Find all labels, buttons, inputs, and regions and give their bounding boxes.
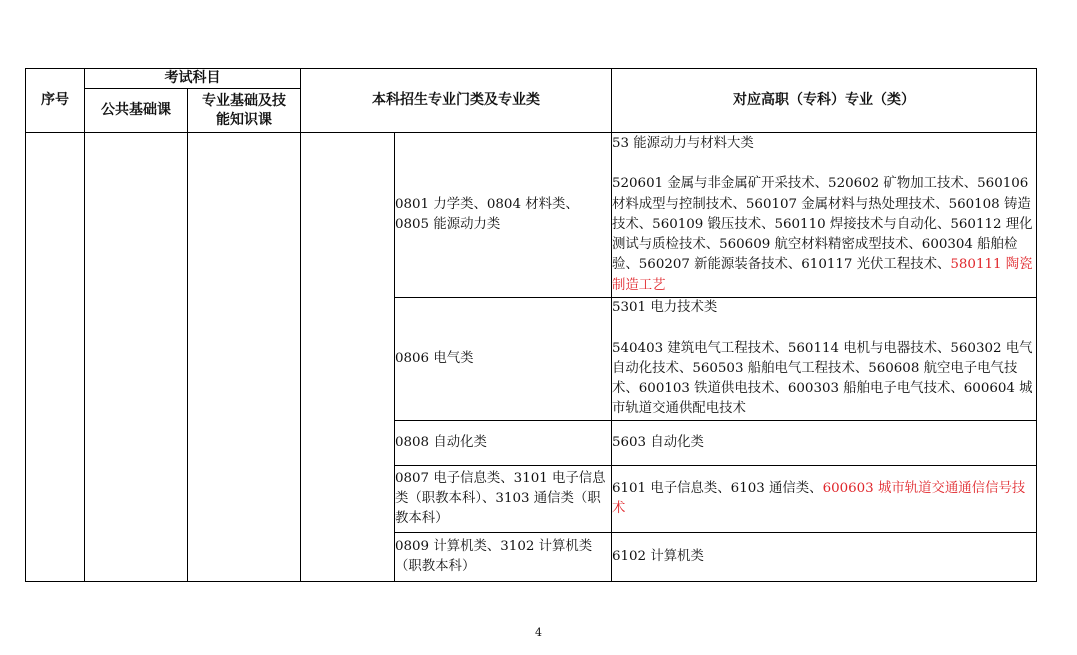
table-row	[26, 133, 1037, 298]
header-vocational-major: 对应高职（专科）专业（类）	[612, 69, 1037, 133]
header-undergrad-major: 本科招生专业门类及专业类	[301, 69, 612, 133]
header-prof-basic	[188, 89, 301, 133]
header-seq: 序号	[26, 69, 85, 133]
undergrad-major-cell: 0808 自动化类	[395, 421, 612, 466]
prof-basic-cell	[188, 133, 301, 582]
voc-major-list: 520601 金属与非金属矿开采技术、520602 矿物加工技术、560106 材料成型与控制技术、560107 金属材料与热处理技术、560108 铸造技术、560109 锻压技术、560110 焊接技术与自动化、560112 理化测试与质检技术、560609 航空材料精密成型技术、600304 船舶检验、560207 新能源装备技术、610117 光伏工程技术、580111 陶瓷制造工艺	[612, 176, 1033, 293]
major-mapping-table	[25, 68, 1037, 582]
vocational-major-cell: 6101 电子信息类、6103 通信类、600603 城市轨道交通通信信号技术	[612, 466, 1037, 533]
voc-major-list: 540403 建筑电气工程技术、560114 电机与电器技术、560302 电气自动化技术、560503 船舶电气工程技术、560608 航空电子电气技术、600103 铁道供电技术、600303 船舶电子电气技术、600604 城市轨道交通供配电技术	[612, 340, 1033, 417]
header-prof-basic-line1: 专业基础及技	[202, 92, 286, 109]
header-public-basic: 公共基础课	[85, 89, 188, 133]
vocational-major-cell: 5603 自动化类	[612, 421, 1037, 466]
vocational-major-cell	[612, 298, 1037, 421]
undergrad-major-cell: 0809 计算机类、3102 计算机类（职教本科）	[395, 533, 612, 582]
vocational-major-cell: 6102 计算机类	[612, 533, 1037, 582]
public-basic-cell	[85, 133, 188, 582]
undergrad-major-cell: 0801 力学类、0804 材料类、0805 能源动力类	[395, 133, 612, 298]
voc-group-title: 53 能源动力与材料大类	[612, 135, 754, 151]
seq-cell	[26, 133, 85, 582]
page-number: 4	[535, 626, 542, 639]
voc-group-title: 5301 电力技术类	[612, 300, 718, 316]
undergrad-major-cell: 0806 电气类	[395, 298, 612, 421]
category-cell	[301, 133, 395, 582]
vocational-major-cell	[612, 133, 1037, 298]
highlighted-major: 600603 城市轨道交通通信信号技术	[612, 480, 1026, 516]
header-exam-subjects: 考试科目	[85, 69, 301, 89]
header-prof-basic-line2: 能知识课	[216, 111, 272, 128]
undergrad-major-cell: 0807 电子信息类、3101 电子信息类（职教本科）、3103 通信类（职教本科）	[395, 466, 612, 533]
highlighted-major: 580111 陶瓷制造工艺	[612, 257, 1033, 293]
